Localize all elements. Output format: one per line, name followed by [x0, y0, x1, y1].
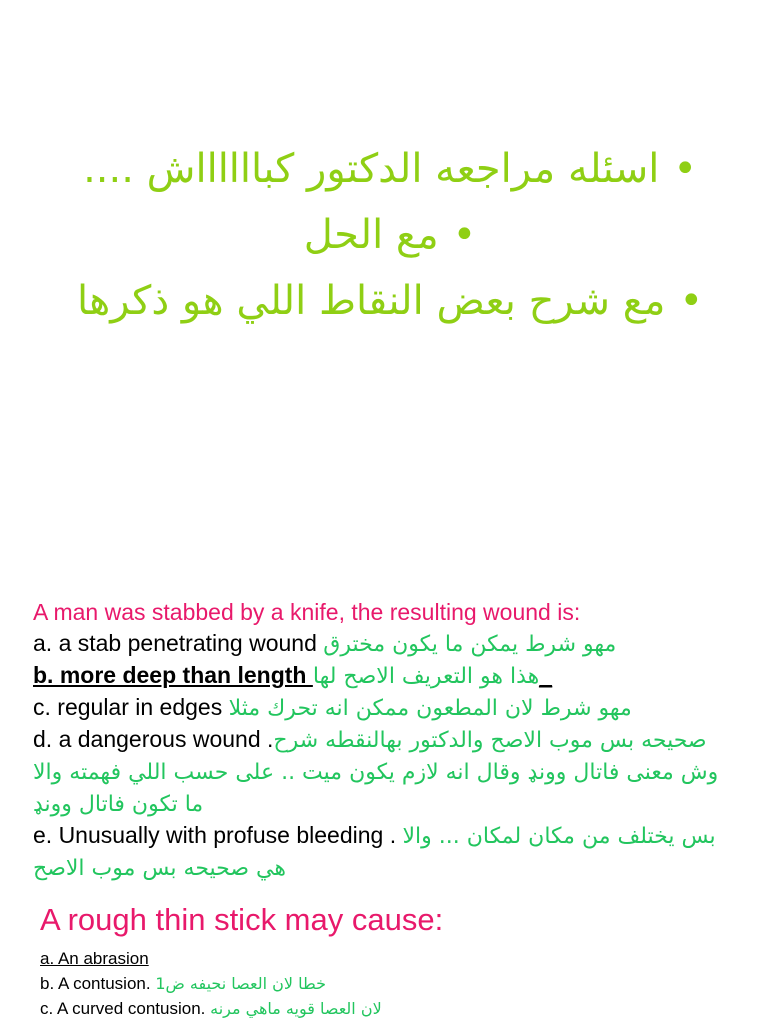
title-line: اسئله مراجعه الدكتور كبااااااش ....	[83, 146, 660, 192]
title-line: مع شرح بعض النقاط اللي هو ذكرها	[76, 278, 666, 324]
bullet-icon: •	[679, 278, 704, 324]
title-bullet-item	[60, 140, 720, 198]
option-note: بس يختلف من مكان لمكان ... والا هي صحيحه بس موب الاصح	[33, 824, 716, 881]
option-text: c. regular in edges	[33, 694, 229, 720]
option-text: d. a dangerous wound .	[33, 726, 274, 752]
option-note: هذا هو التعريف الاصح لها	[312, 664, 540, 689]
answer-option-b	[40, 971, 740, 996]
title-bullet-list	[60, 140, 720, 338]
title-bullet-item	[60, 206, 720, 264]
answer-option-b	[33, 660, 733, 692]
answer-option-c	[33, 692, 733, 724]
option-suffix: _	[539, 662, 553, 688]
question-2-block	[40, 946, 740, 1021]
option-text: b. A contusion.	[40, 974, 156, 993]
answer-option-a	[40, 946, 740, 971]
bullet-icon: •	[673, 146, 697, 192]
option-text: e. Unusually with profuse bleeding .	[33, 822, 403, 848]
option-note: مهو شرط يمكن ما يكون مخترق	[323, 632, 617, 657]
option-note: مهو شرط لان المطعون ممكن انه تحرك مثلا	[228, 696, 632, 721]
answer-option-c	[40, 996, 740, 1021]
option-note: لان العصا قويه ماهي مرنه	[210, 999, 382, 1018]
question-1-prompt: A man was stabbed by a knife, the resulting wound is:	[33, 599, 581, 625]
option-text-correct: b. more deep than length	[33, 662, 313, 688]
answer-option-d	[33, 724, 733, 820]
option-text: a. An abrasion	[40, 949, 149, 968]
option-note: صحيحه بس موب الاصح والدكتور بهالنقطه شرح وش معنى فاتال وونډ وقال انه لازم يكون ميت .. على حسب اللي فهمته والا ما تكون فاتال وونډ	[33, 728, 719, 817]
answer-option-e	[33, 820, 733, 884]
title-bullet-item	[60, 272, 720, 330]
option-note: خطا لان العصا نحيفه ض1	[155, 974, 327, 993]
answer-option-a	[33, 628, 733, 660]
option-text: a. a stab penetrating wound	[33, 630, 324, 656]
option-text: c. A curved contusion.	[40, 999, 211, 1018]
question-1-block	[33, 597, 733, 884]
title-line: مع الحل	[303, 212, 439, 258]
bullet-icon: •	[452, 212, 477, 258]
question-2-prompt: A rough thin stick may cause:	[40, 902, 444, 937]
